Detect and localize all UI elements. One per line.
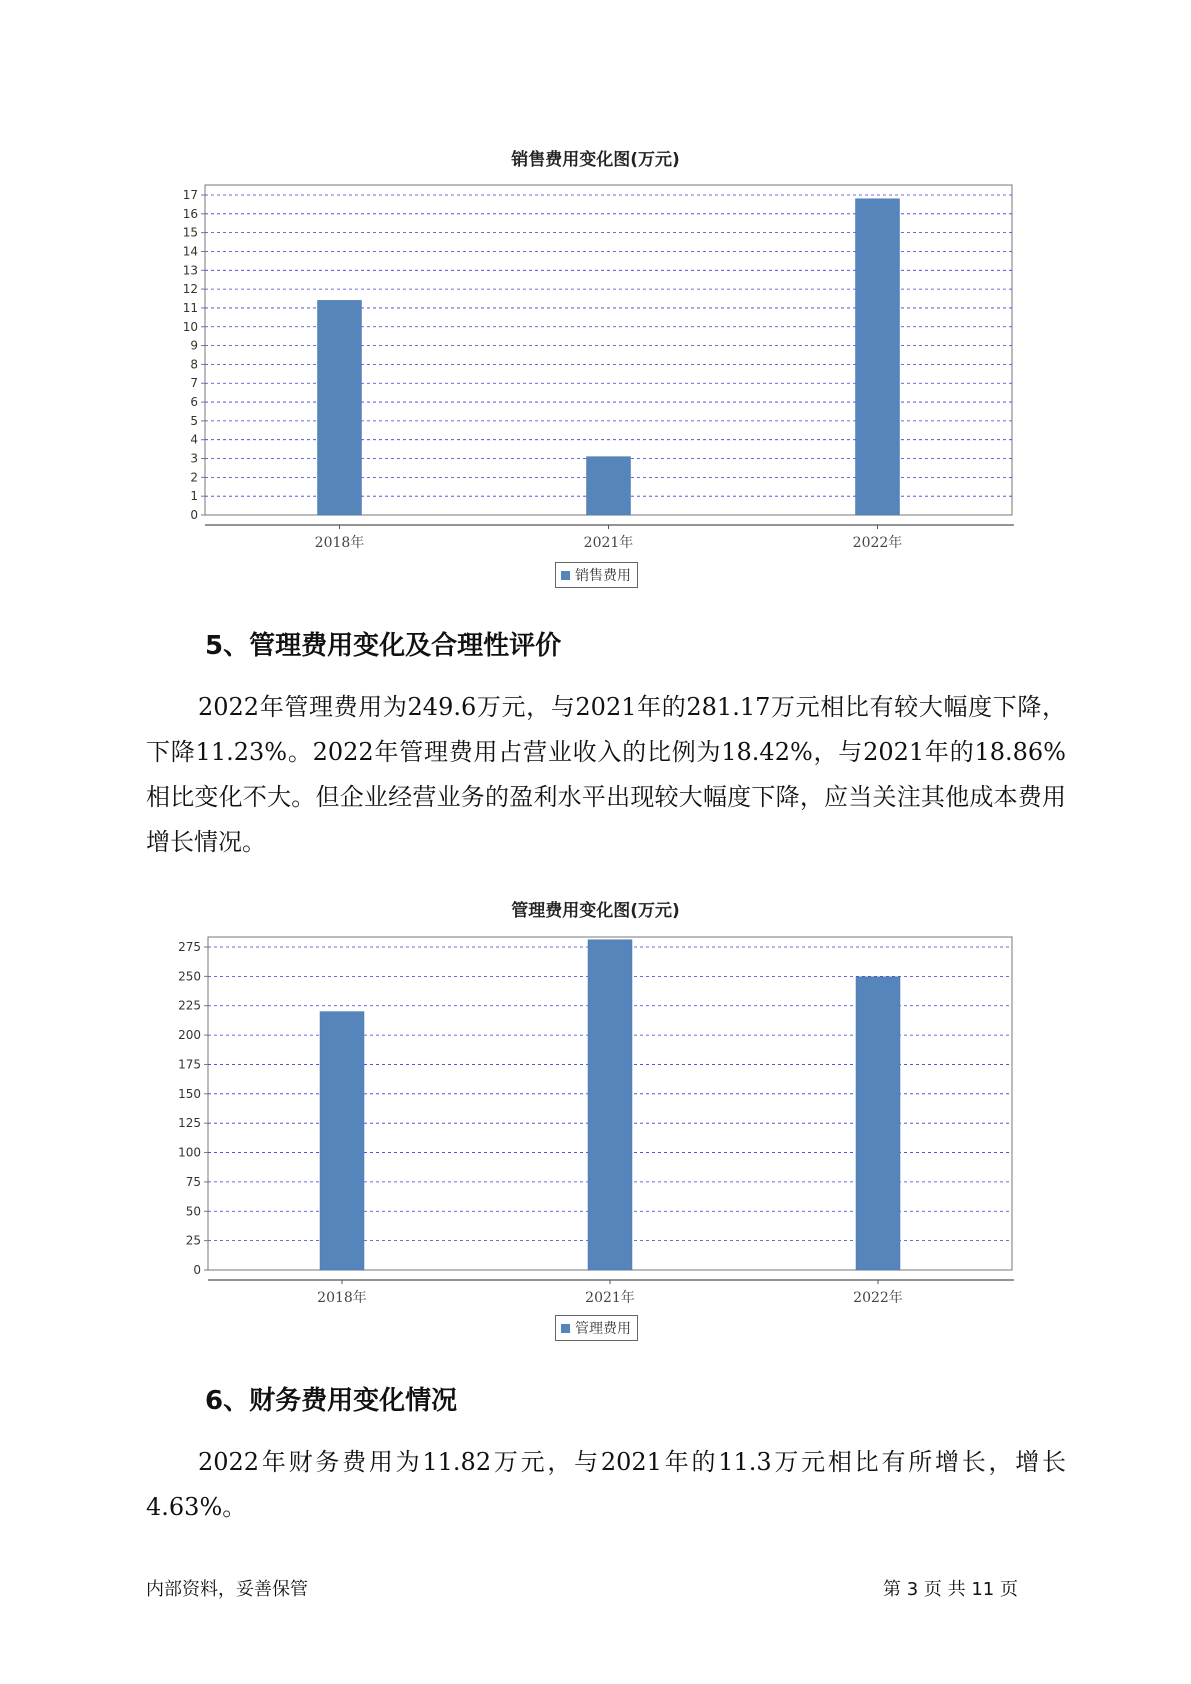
y-tick-label: 0	[193, 1263, 201, 1277]
y-tick-label: 0	[190, 508, 198, 522]
y-tick-label: 125	[178, 1116, 201, 1131]
y-tick-label: 250	[178, 969, 201, 984]
y-tick-label: 100	[178, 1145, 201, 1160]
y-tick-label: 14	[182, 244, 198, 259]
x-tick-label: 2022年	[852, 535, 903, 551]
footer-page-number: 第 3 页 共 11 页	[883, 1579, 1018, 1600]
y-tick-label: 150	[178, 1086, 201, 1101]
y-tick-label: 5	[190, 413, 198, 428]
y-tick-label: 12	[182, 282, 198, 297]
y-tick-label: 75	[185, 1174, 201, 1189]
y-tick-label: 16	[182, 206, 198, 221]
section-heading: 5、管理费用变化及合理性评价	[205, 631, 562, 661]
y-tick-label: 50	[185, 1204, 201, 1219]
bar	[856, 977, 900, 1270]
x-tick-label: 2021年	[585, 1290, 635, 1306]
y-tick-label: 13	[182, 263, 198, 278]
legend-label: 管理费用	[575, 1321, 631, 1337]
x-tick-label: 2018年	[314, 535, 365, 551]
y-tick-label: 10	[182, 319, 198, 334]
x-tick-label: 2021年	[583, 535, 634, 551]
y-tick-label: 8	[190, 357, 198, 372]
y-tick-label: 15	[182, 225, 198, 240]
y-tick-label: 7	[190, 376, 198, 391]
y-tick-label: 6	[190, 395, 198, 410]
section-paragraph: 2022年管理费用为249.6万元，与2021年的281.17万元相比有较大幅度下降，下降11.23%。2022年管理费用占营业收入的比例为18.42%，与2021年的18.86%相比变化不大。但企业经营业务的盈利水平出现较大幅度下降，应当关注其他成本费用增长情况。	[146, 693, 1066, 856]
y-tick-label: 11	[182, 300, 198, 315]
section-heading: 6、财务费用变化情况	[205, 1386, 458, 1416]
chart-title: 销售费用变化图(万元)	[511, 150, 680, 170]
chart-legend	[555, 1315, 638, 1341]
y-tick-label: 275	[178, 940, 201, 954]
x-tick-label: 2018年	[317, 1290, 367, 1306]
legend-label: 销售费用	[575, 568, 631, 584]
footer-left: 内部资料，妥善保管	[146, 1579, 308, 1600]
x-tick-label: 2022年	[853, 1290, 903, 1306]
y-tick-label: 4	[190, 432, 198, 447]
y-tick-label: 1	[190, 489, 198, 504]
y-tick-label: 225	[178, 998, 201, 1013]
y-tick-label: 3	[190, 451, 198, 466]
y-tick-label: 175	[178, 1057, 201, 1072]
y-tick-label: 200	[178, 1028, 201, 1043]
y-tick-label: 2	[190, 470, 198, 485]
bar	[320, 1012, 364, 1270]
section-paragraph: 2022年财务费用为11.82万元，与2021年的11.3万元相比有所增长，增长4.63%。	[146, 1448, 1066, 1521]
bar	[588, 940, 632, 1270]
chart-title: 管理费用变化图(万元)	[511, 901, 680, 921]
y-tick-label: 9	[190, 338, 198, 353]
legend-swatch	[561, 1324, 570, 1333]
y-tick-label: 17	[182, 188, 198, 202]
y-tick-label: 25	[185, 1233, 201, 1248]
